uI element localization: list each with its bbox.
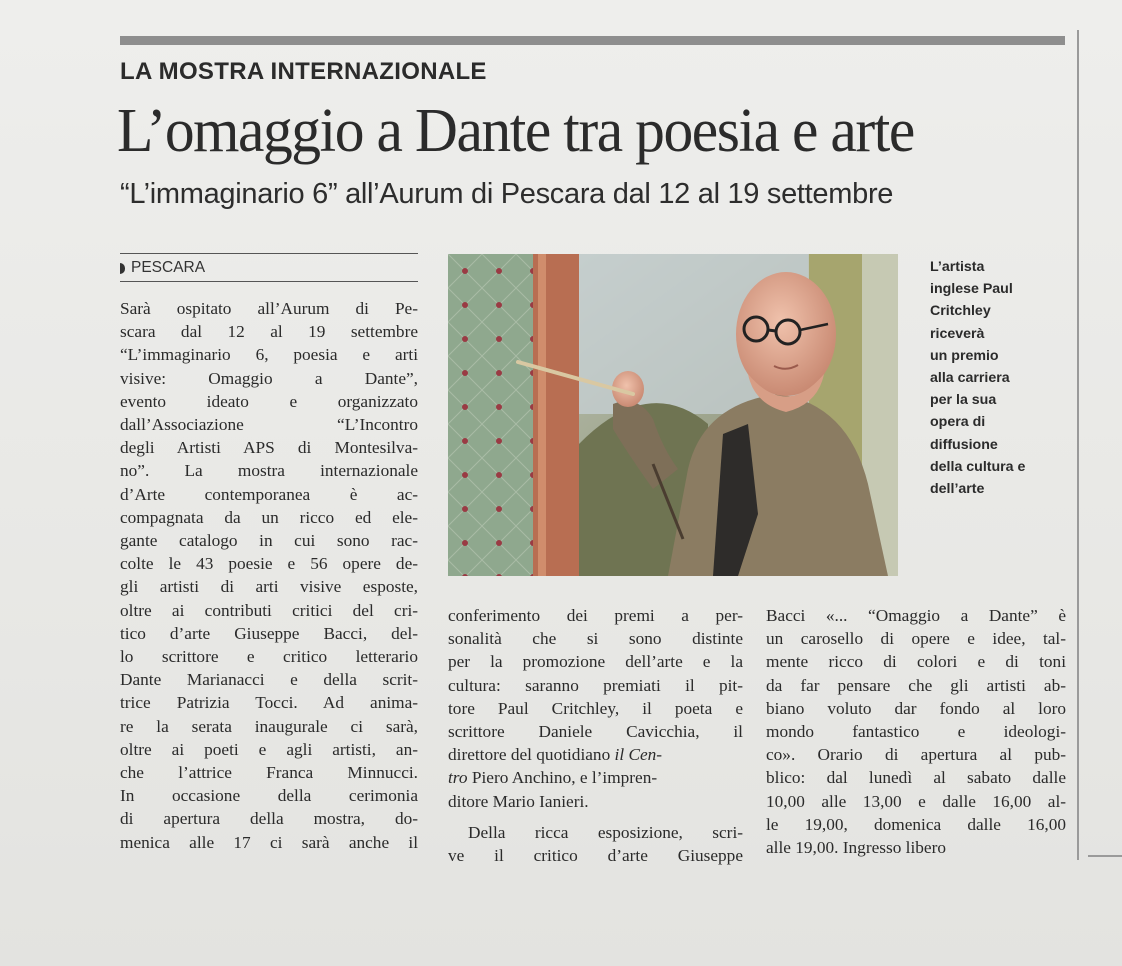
article-photo: [448, 254, 898, 576]
text-line: biano voluto dar fondo al loro: [766, 698, 1066, 718]
article-column-2: [448, 604, 743, 867]
text-line: 10,00 alle 13,00 e dalle 16,00 al-: [766, 791, 1066, 811]
article-column-1: [120, 297, 418, 854]
newspaper-name-italic: il Cen-: [614, 745, 663, 765]
text-line: lo scrittore e critico letterario: [120, 647, 418, 667]
caption-line: L’artista: [930, 259, 985, 275]
text-line: scrittore Daniele Cavicchia, il: [448, 722, 743, 742]
text-line: degli Artisti APS di Montesilva-: [120, 438, 418, 458]
article-column-3: [766, 604, 1066, 859]
dateline-rule-top: [120, 253, 418, 254]
text-line: re la serata inaugurale ci sarà,: [120, 716, 418, 736]
headline: L’omaggio a Dante tra poesia e arte: [117, 97, 914, 165]
text-line: Sarà ospitato all’Aurum di Pe-: [120, 299, 418, 318]
dateline: [120, 259, 205, 277]
text-line: conferimento dei premi a per-: [448, 606, 743, 625]
text-line: mente ricco di colori e di toni: [766, 652, 1066, 672]
text-line: gli artisti di arti visive esposte,: [120, 577, 418, 597]
text-line: da far pensare che gli artisti ab-: [766, 675, 1066, 695]
text-line: le 19,00, domenica dalle 16,00: [766, 814, 1066, 834]
text-line: cultura: saranno premiati il pit-: [448, 675, 743, 695]
caption-line: diffusione: [930, 436, 998, 453]
text-line: tico d’arte Giuseppe Bacci, del-: [120, 623, 418, 643]
text-line: d’Arte contemporanea è ac-: [120, 484, 418, 504]
text-line: no”. La mostra internazionale: [120, 461, 418, 481]
caption-line: opera di: [930, 414, 986, 431]
text-line: di apertura della mostra, do-: [120, 809, 418, 829]
text-line: sonalità che si sono distinte: [448, 629, 743, 649]
text-line: [448, 766, 743, 789]
text-line: Bacci «... “Omaggio a Dante” è: [766, 606, 1066, 625]
text-line: compagnata da un ricco ed ele-: [120, 507, 418, 527]
caption-line: per la sua: [930, 392, 997, 409]
text-line: menica alle 17 ci sarà anche il: [120, 832, 418, 852]
dateline-text: PESCARA: [131, 259, 206, 276]
text-line: trice Patrizia Tocci. Ad anima-: [120, 693, 418, 713]
text-line: Della ricca esposizione, scri-: [468, 822, 743, 842]
text-line: In occasione della cerimonia: [120, 786, 418, 806]
text-line: blico: dal lunedì al sabato dalle: [766, 768, 1066, 788]
caption-line: alla carriera: [930, 370, 1010, 387]
text-line: scara dal 12 al 19 settembre: [120, 322, 418, 342]
text-line: mondo fantastico e ideologi-: [766, 722, 1066, 742]
text-line: alle 19,00. Ingresso libero: [766, 838, 946, 858]
caption-line: dell’arte: [930, 481, 985, 498]
caption-line: inglese Paul: [930, 281, 1013, 298]
text-line: tore Paul Critchley, il poeta e: [448, 698, 743, 718]
text-line: gante catalogo in cui sono rac-: [120, 531, 418, 551]
text-line: “L’immaginario 6, poesia e arti: [120, 345, 418, 365]
text-line: un carosello di opere e idee, tal-: [766, 629, 1066, 649]
subhead: “L’immaginario 6” all’Aurum di Pescara dal 12 al 19 settembre: [120, 178, 894, 210]
text-fragment: direttore del quotidiano: [448, 745, 615, 765]
text-line: visive: Omaggio a Dante”,: [120, 368, 418, 388]
painter-photo-illustration: [448, 254, 898, 576]
text-line: oltre ai poeti e agli artisti, an-: [120, 739, 418, 759]
caption-line: Critchley: [930, 303, 991, 320]
text-fragment: Piero Anchino, e l’impren-: [471, 768, 658, 788]
column-rule: [1077, 30, 1079, 860]
column-rule-foot: [1088, 855, 1122, 857]
text-line: colte le 43 poesie e 56 opere de-: [120, 554, 418, 574]
kicker: LA MOSTRA INTERNAZIONALE: [120, 58, 487, 85]
text-line: co». Orario di apertura al pub-: [766, 745, 1066, 765]
text-line: [448, 743, 743, 766]
text-line: dall’Associazione “L’Incontro: [120, 415, 418, 435]
caption-line: della cultura e: [930, 458, 1026, 475]
text-line: evento ideato e organizzato: [120, 391, 418, 411]
dateline-rule-bottom: [120, 281, 418, 282]
dateline-marker-icon: [120, 263, 125, 274]
top-rule: [120, 36, 1065, 45]
caption-line: riceverà: [930, 325, 985, 342]
text-line: oltre ai contributi critici del cri-: [120, 600, 418, 620]
caption-line: un premio: [930, 347, 999, 364]
text-line: che l’attrice Franca Minnucci.: [120, 763, 418, 783]
text-line: per la promozione dell’arte e la: [448, 652, 743, 672]
text-line: ve il critico d’arte Giuseppe: [448, 846, 743, 866]
photo-caption: [930, 256, 1070, 500]
newspaper-name-italic: tro: [448, 768, 468, 788]
text-line: ditore Mario Ianieri.: [448, 791, 589, 811]
text-line: Dante Marianacci e della scrit-: [120, 670, 418, 690]
